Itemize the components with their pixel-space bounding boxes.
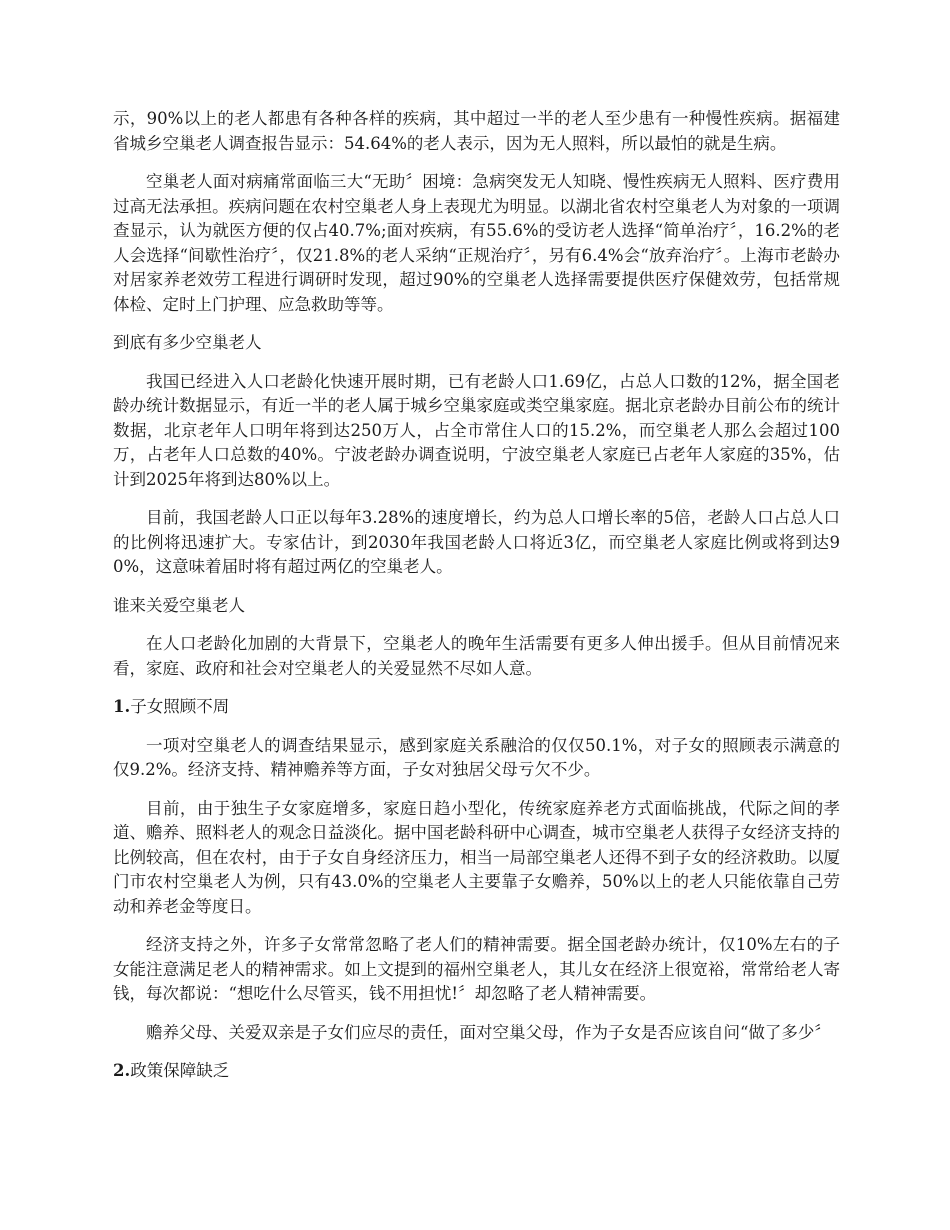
paragraph-5: 在人口老龄化加剧的大背景下，空巢老人的晚年生活需要有更多人伸出援手。但从目前情况来看，家庭、政府和社会对空巢老人的关爱显然不尽如人意。 [113,634,840,678]
heading-text: 谁来关爱空巢老人 [113,595,245,615]
heading-text: 子女照顾不周 [130,697,230,716]
paragraph-7: 目前，由于独生子女家庭增多，家庭日趋小型化，传统家庭养老方式面临挑战，代际之间的孝道、赡养、照料老人的观念日益淡化。据中国老龄科研中心调查，城市空巢老人获得子女经济支持的比例较高，但在农村，由于子女自身经济压力，相当一局部空巢老人还得不到子女的经济救助。以厦门市农村空巢老人为例，只有43.0%的空巢老人主要靠子女赡养，50%以上的老人只能依靠自己劳动和养老金等度日。 [113,798,840,916]
heading-text: 政策保障缺乏 [130,1061,230,1080]
paragraph-9: 赡养父母、关爱双亲是子女们应尽的责任，面对空巢父母，作为子女是否应该自问“做了多少〞 [146,1022,831,1042]
paragraph-3: 我国已经进入人口老龄化快速开展时期，已有老龄人口1.69亿，占总人口数的12%，据全国老龄办统计数据显示，有近一半的老人属于城乡空巢家庭或类空巢家庭。据北京老龄办目前公布的统计数据，北京老年人口明年将到达250万人，占全市常住人口的15.2%，而空巢老人那么会超过100万，占老年人口总数的40%。宁波老龄办调查说明，宁波空巢老人家庭已占老年人家庭的35%，估计到2025年将到达80%以上。 [113,371,840,489]
subheading-policy [113,1059,840,1084]
subheading-children [113,695,840,720]
paragraph-1: 示，90%以上的老人都患有各种各样的疾病，其中超过一半的老人至少患有一种慢性疾病。据福建省城乡空巢老人调查报告显示：54.64%的老人表示，因为无人照料，所以最怕的就是生病。 [113,109,840,153]
heading-number: 2. [113,1061,131,1080]
paragraph-4: 目前，我国老龄人口正以每年3.28%的速度增长，约为总人口增长率的5倍，老龄人口占总人口的比例将迅速扩大。专家估计，到2030年我国老龄人口将近3亿，而空巢老人家庭比例或将到达90%，这意味着届时将有超过两亿的空巢老人。 [113,508,840,576]
paragraph-2: 空巢老人面对病痛常面临三大“无助〞困境：急病突发无人知晓、慢性疾病无人照料、医疗费用过高无法承担。疾病问题在农村空巢老人身上表现尤为明显。以湖北省农村空巢老人为对象的一项调查显示，认为就医方便的仅占40.7%;面对疾病，有55.6%的受访老人选择“简单治疗〞，16.2%的老人会选择“间歇性治疗〞，仅21.8%的老人采纳“正规治疗〞，另有6.4%会“放弃治疗〞。上海市老龄办对居家养老效劳工程进行调研时发现，超过90%的空巢老人选择需要提供医疗保健效劳，包括常规体检、定时上门护理、应急救助等等。 [113,172,840,314]
document-page [113,107,840,1098]
section-heading-how-many [113,331,840,356]
section-heading-who-cares [113,594,840,619]
paragraph-8: 经济支持之外，许多子女常常忽略了老人们的精神需要。据全国老龄办统计，仅10%左右的子女能注意满足老人的精神需求。如上文提到的福州空巢老人，其儿女在经济上很宽裕，常常给老人寄钱，每次都说：“想吃什么尽管买，钱不用担忧!〞却忽略了老人精神需要。 [113,935,840,1003]
paragraph-6: 一项对空巢老人的调查结果显示，感到家庭关系融洽的仅仅50.1%，对子女的照顾表示满意的仅9.2%。经济支持、精神赡养等方面，子女对独居父母亏欠不少。 [113,735,840,779]
heading-text: 到底有多少空巢老人 [113,333,262,352]
heading-number: 1. [113,697,131,716]
